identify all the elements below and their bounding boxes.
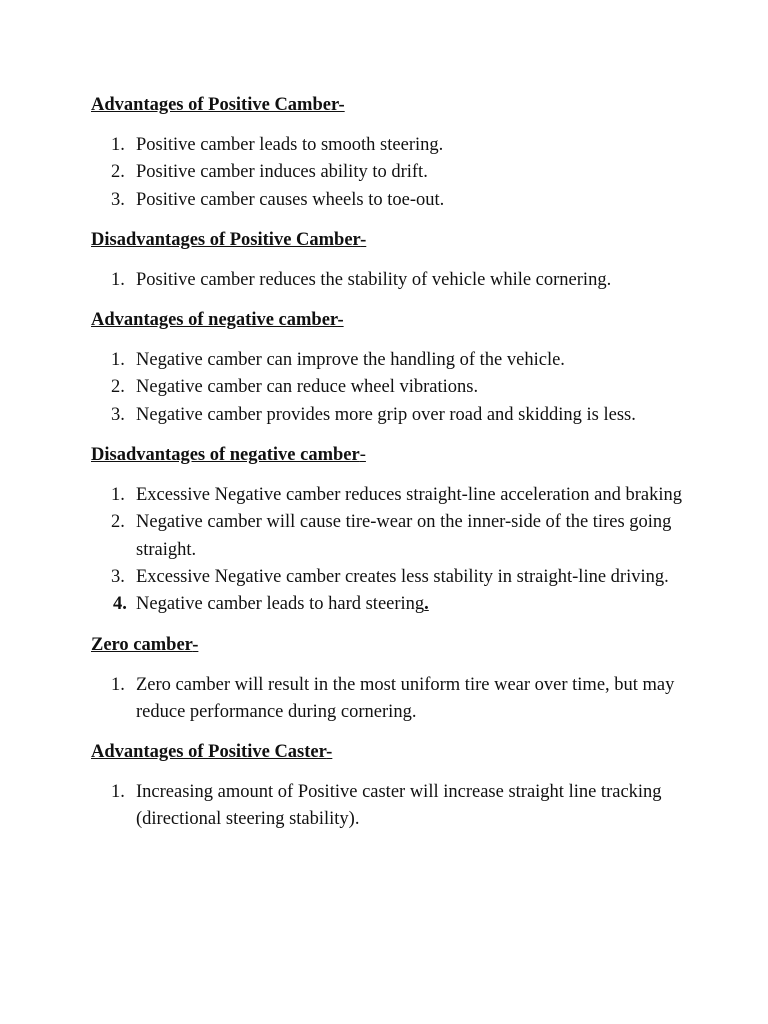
heading-text: Disadvantages of negative camber	[91, 445, 360, 466]
list-number: 3.	[111, 566, 125, 587]
section-heading	[91, 307, 691, 334]
section-advantages-positive-caster	[91, 739, 691, 834]
list-number: 1.	[111, 782, 125, 803]
list-number: 3.	[111, 189, 125, 210]
section-heading	[91, 739, 691, 766]
document-page	[91, 92, 691, 847]
list-item	[91, 267, 691, 294]
list-item-text: Zero camber will result in the most uniform tire wear over time, but may reduce performance during cornering.	[136, 674, 675, 722]
list-number: 1.	[111, 269, 125, 290]
heading-suffix: -	[337, 310, 344, 331]
list-item-text: Negative camber can improve the handling of the vehicle.	[136, 350, 565, 371]
heading-suffix: -	[326, 742, 333, 763]
list-item	[91, 591, 691, 618]
list-item-text: Positive camber leads to smooth steering.	[136, 135, 444, 155]
heading-suffix: -	[359, 445, 366, 466]
list-item	[91, 159, 691, 186]
heading-text: Advantages of Positive Caster	[91, 742, 327, 763]
list-number: 1.	[111, 485, 125, 506]
list-item	[91, 374, 691, 401]
list-number: 1.	[111, 674, 125, 695]
numbered-list	[91, 482, 691, 618]
list-item	[91, 132, 691, 159]
trailing-period: .	[424, 594, 429, 615]
list-number: 2.	[111, 377, 125, 398]
list-item	[91, 347, 691, 374]
section-zero-camber	[91, 632, 691, 727]
list-item-text: Negative camber provides more grip over road and skidding is less.	[136, 404, 636, 425]
list-number: 4.	[113, 594, 127, 615]
list-item	[91, 779, 691, 834]
section-heading	[91, 442, 691, 469]
section-disadvantages-negative-camber	[91, 442, 691, 618]
list-item	[91, 402, 691, 429]
list-item-text: Increasing amount of Positive caster will increase straight line tracking (directional steering stability).	[136, 782, 662, 830]
section-heading	[91, 227, 691, 254]
list-number: 1.	[111, 350, 125, 371]
list-item	[91, 564, 691, 591]
heading-suffix: -	[360, 229, 367, 250]
numbered-list	[91, 672, 691, 727]
section-advantages-negative-camber	[91, 307, 691, 429]
list-item-text: Positive camber induces ability to drift.	[136, 162, 428, 183]
list-item	[91, 482, 691, 509]
list-number: 2.	[111, 512, 125, 533]
list-item-text: Negative camber will cause tire-wear on the inner-side of the tires going straight.	[136, 512, 672, 560]
list-item-text: Negative camber leads to hard steering	[136, 594, 425, 615]
heading-text: Zero camber	[91, 634, 193, 655]
list-item	[91, 187, 691, 214]
list-item	[91, 672, 691, 727]
heading-text: Advantages of Positive Camber	[91, 95, 339, 115]
section-advantages-positive-camber	[91, 92, 691, 214]
list-item	[91, 509, 691, 564]
section-disadvantages-positive-camber	[91, 227, 691, 294]
list-item-text: Excessive Negative camber reduces straight-line acceleration and braking	[136, 485, 683, 506]
list-number: 2.	[111, 162, 125, 183]
numbered-list	[91, 132, 691, 214]
list-number: 1.	[111, 135, 125, 155]
list-item-text: Excessive Negative camber creates less stability in straight-line driving.	[136, 566, 669, 587]
heading-suffix: -	[338, 95, 345, 115]
list-item-text: Negative camber can reduce wheel vibrations.	[136, 377, 479, 398]
list-number: 3.	[111, 404, 125, 425]
list-item-text: Positive camber causes wheels to toe-out.	[136, 189, 445, 210]
heading-text: Disadvantages of Positive Camber	[91, 229, 361, 250]
numbered-list	[91, 347, 691, 429]
section-heading	[91, 92, 691, 119]
numbered-list	[91, 267, 691, 294]
heading-text: Advantages of negative camber	[91, 310, 338, 331]
section-heading	[91, 632, 691, 659]
heading-suffix: -	[192, 634, 199, 655]
list-item-text: Positive camber reduces the stability of vehicle while cornering.	[136, 269, 612, 290]
numbered-list	[91, 779, 691, 834]
